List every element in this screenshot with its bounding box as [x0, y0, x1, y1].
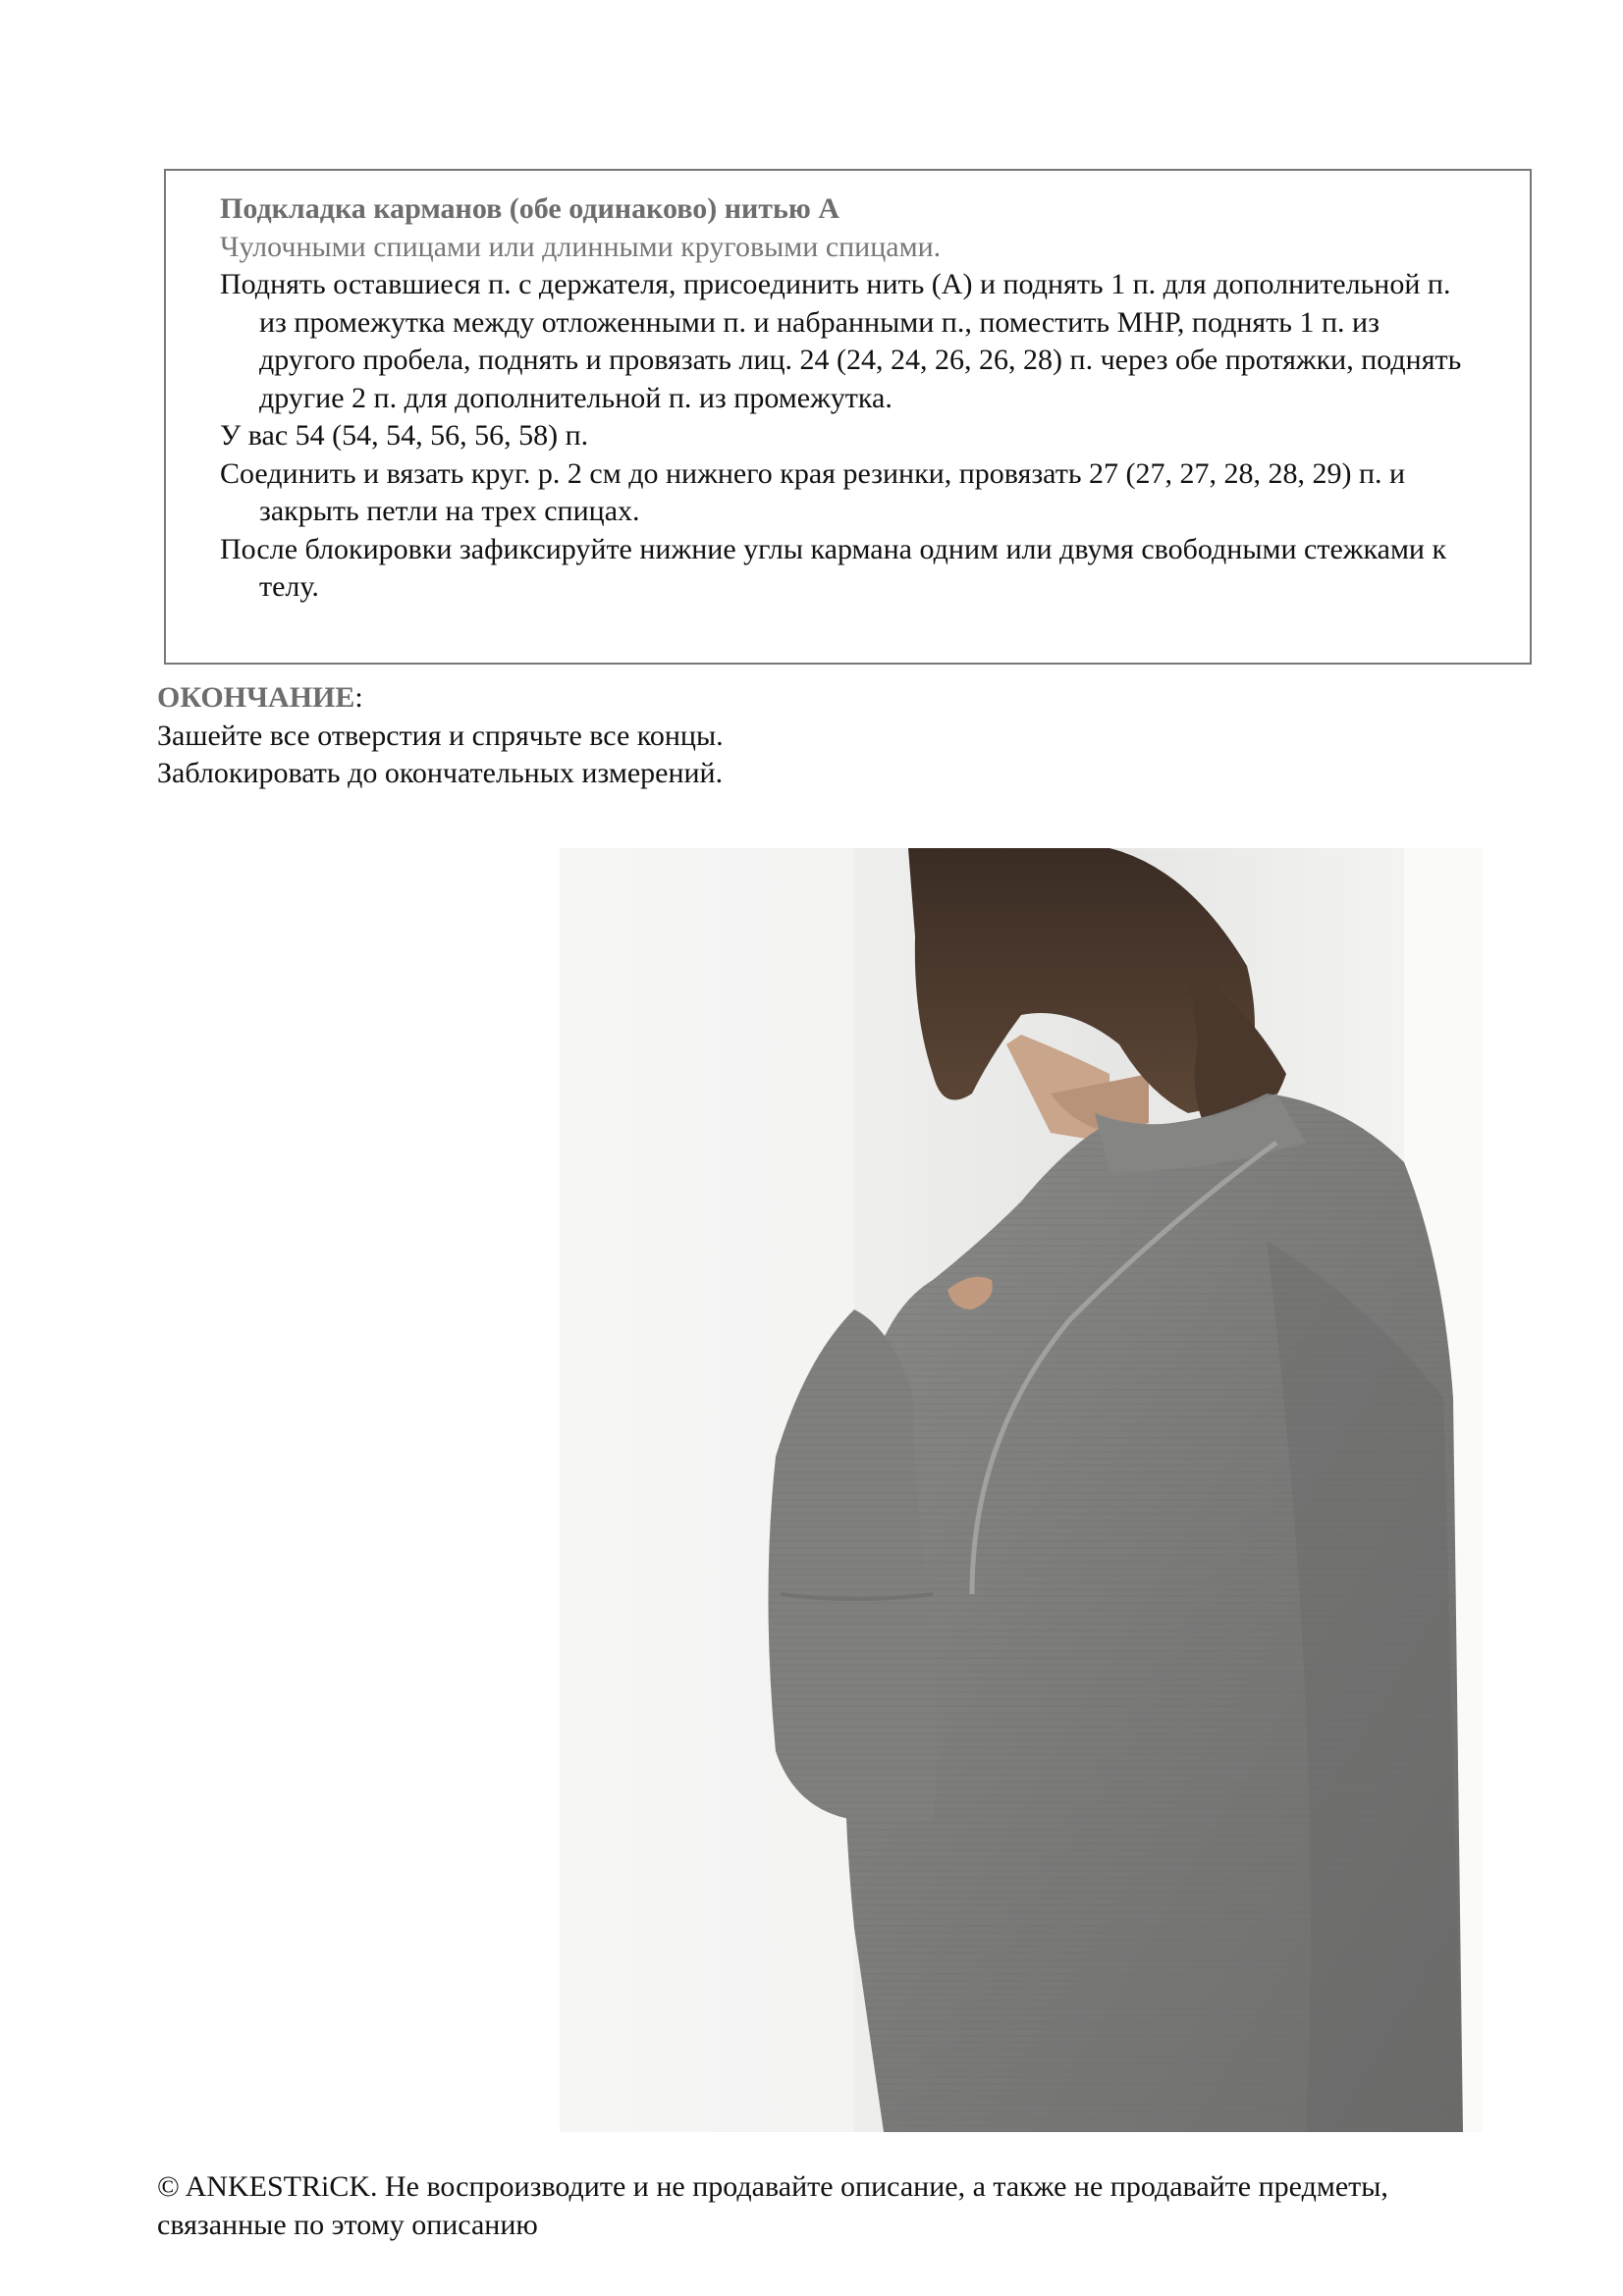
copyright-footer: [157, 2168, 1434, 2244]
copyright-text: © ANKESTRiCK. Не воспроизводите и не продавайте описание, а также не продавайте предметы, связанные по этому описанию: [157, 2170, 1388, 2241]
pocket-paragraph: Соединить и вязать круг. р. 2 см до нижнего края резинки, провязать 27 (27, 27, 28, 28, 29) п. и закрыть петли на трех спицах.: [220, 456, 1406, 527]
pocket-paragraph: После блокировки зафиксируйте нижние углы кармана одним или двумя свободными стежками к телу.: [220, 532, 1447, 603]
pocket-subheading: Чулочными спицами или длинными круговыми спицами.: [220, 230, 942, 263]
finishing-section: [157, 679, 1532, 793]
finishing-line: Зашейте все отверстия и спрячьте все концы.: [157, 719, 724, 752]
finishing-title: ОКОНЧАНИЕ: [157, 681, 355, 714]
pocket-lining-box: [164, 169, 1532, 665]
pocket-paragraph: У вас 54 (54, 54, 56, 56, 58) п.: [220, 419, 589, 452]
pocket-paragraph: Поднять оставшиеся п. с держателя, присоединить нить (A) и поднять 1 п. для дополнительной п. из промежутка между отложенными п. и набранными п., поместить МНР, поднять 1 п. из другого пробела, поднять и провязать лиц. 24 (24, 24, 26, 26, 28) п. через обе протяжки, поднять другие 2 п. для дополнительной п. из промежутка.: [220, 268, 1462, 414]
finishing-colon: :: [354, 681, 363, 714]
pocket-heading: Подкладка карманов (обе одинаково) нитью A: [220, 192, 839, 225]
cardigan-photo: [560, 848, 1483, 2132]
cardigan-photo-illustration: [560, 848, 1483, 2132]
finishing-title-line: [157, 679, 1532, 718]
finishing-line: Заблокировать до окончательных измерений.: [157, 757, 724, 789]
